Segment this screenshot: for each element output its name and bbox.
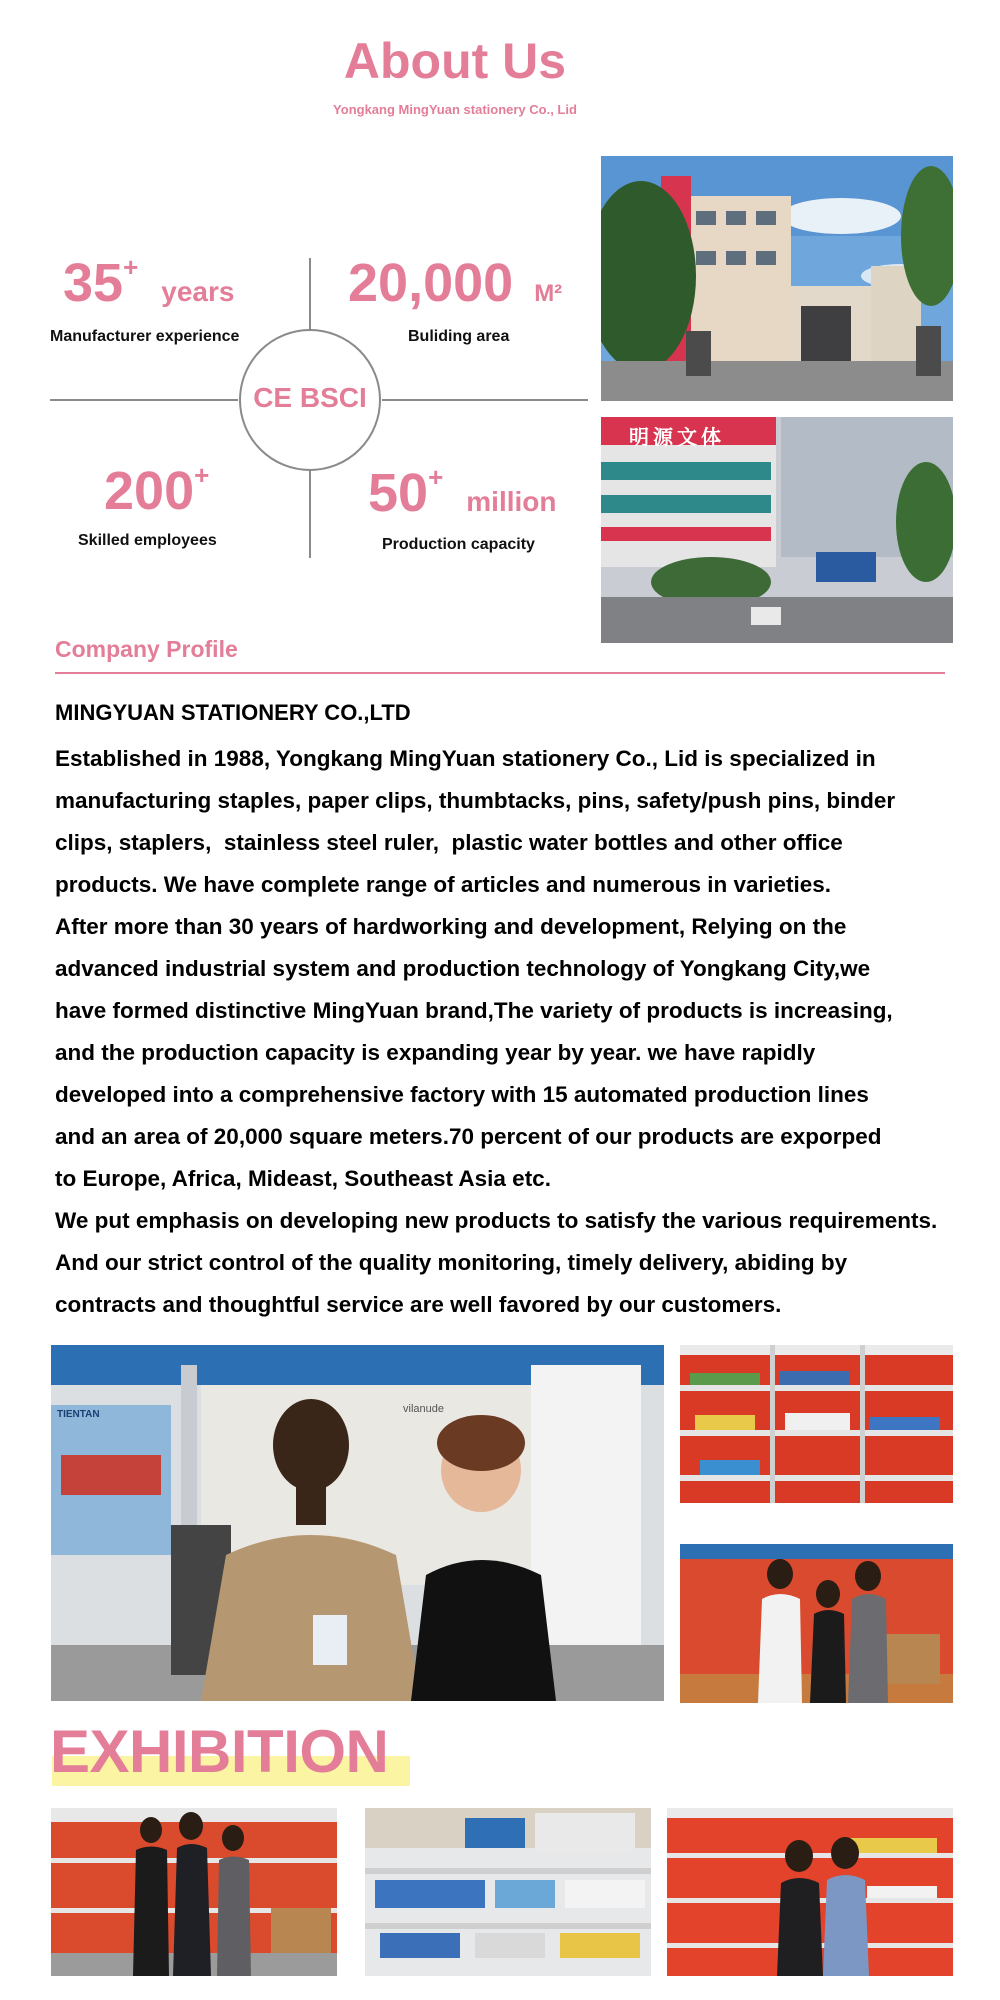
stat-capacity-value: 50+ million [368,462,557,523]
stat-years-label: Manufacturer experience [50,328,240,345]
page-subtitle: Yongkang MingYuan stationery Co., Lid [333,102,577,117]
section-heading-exhibition: EXHIBITION [50,1718,389,1785]
factory-office-photo [601,417,953,643]
stat-years-value: 35+ years [63,252,235,313]
exhibition-gallery-photo-3 [667,1808,953,1976]
certification-badge: CE BSCI [253,382,367,413]
company-name: MINGYUAN STATIONERY CO.,LTD [55,700,411,725]
exhibition-shelf-photo [680,1345,953,1503]
exhibition-booth-photo [51,1345,664,1701]
section-heading-company-profile: Company Profile [55,636,238,662]
booth-banner-text: TIENTAN [57,1409,100,1420]
company-profile-text: Established in 1988, Yongkang MingYuan stationery Co., Lid is specialized in manufacturing staples, paper clips, thumbtacks, pins, safety/push pins, binder clips, staplers, stainless steel ruler, plastic water bottles and other office products. We have complete range of articles and numerous in varieties. After more than 30 years of hardworking and development, Relying on the advanced industrial system and production technology of Yongkang City,we have formed distinctive MingYuan brand,The variety of products is increasing, and the production capacity is expanding year by year. we have rapidly developed into a comprehensive factory with 15 automated production lines and an area of 20,000 square meters.70 percent of our products are exporped to Europe, Africa, Mideast, Southeast Asia etc. We put emphasis on developing new products to satisfy the various requirements. And our strict control of the quality monitoring, timely delivery, abiding by contracts and thoughtful service are well favored by our customers. [55,746,938,1317]
exhibition-gallery-photo-1 [51,1808,337,1976]
exhibition-team-photo [680,1544,953,1703]
exhibition-gallery-photo-2 [365,1808,651,1976]
stat-employees-value: 200+ [104,460,210,521]
factory-building-photo [601,156,953,401]
stat-area-value: 20,000 M² [348,253,563,313]
page-title: About Us [343,33,567,89]
stat-capacity-label: Production capacity [382,536,535,553]
stat-area-label: Buliding area [408,328,510,345]
factory-sign-text: 明源文体 [629,427,725,449]
stat-employees-label: Skilled employees [78,532,217,549]
booth-brand-text: vilanude [403,1403,444,1415]
section-divider [55,672,945,674]
